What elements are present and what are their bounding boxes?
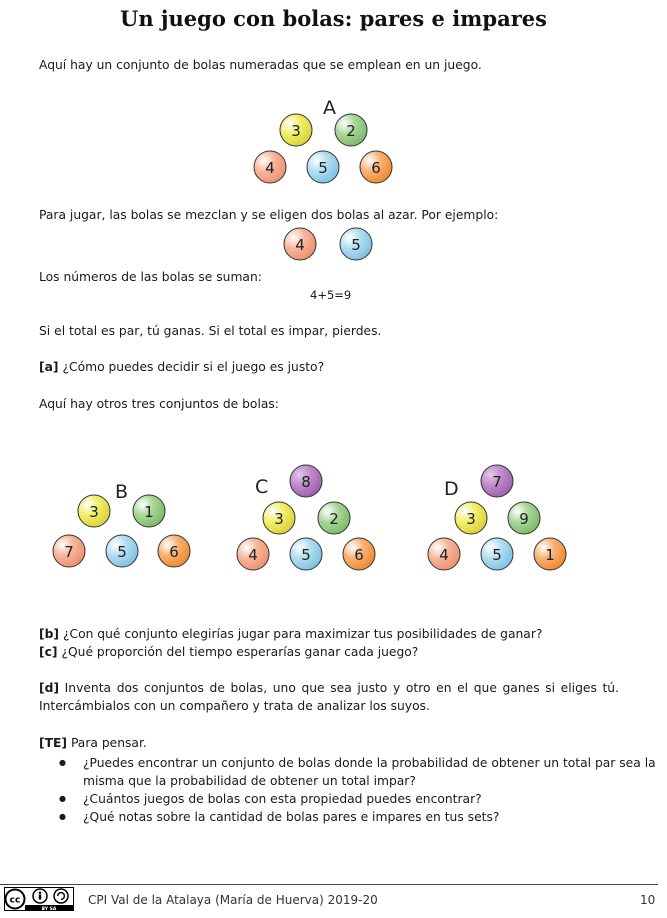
te-tag: [TE] [39, 736, 68, 750]
intro-text: Aquí hay un conjunto de bolas numeradas que se emplean en un juego. [39, 58, 482, 72]
question-tag: [a] [39, 360, 59, 374]
ball [254, 151, 286, 183]
ball [534, 538, 566, 570]
svg-text:2: 2 [329, 510, 339, 528]
ball [284, 228, 316, 260]
ball [106, 535, 138, 567]
te-heading [39, 734, 147, 752]
svg-text:4: 4 [295, 236, 305, 254]
ball [53, 535, 85, 567]
svg-text:5: 5 [117, 543, 127, 561]
svg-text:3: 3 [466, 510, 476, 528]
svg-text:4: 4 [248, 546, 258, 564]
svg-text:1: 1 [144, 503, 154, 521]
te-text: Para pensar. [67, 736, 147, 750]
question-text: Inventa dos conjuntos de bolas, uno que sea justo y otro en el que ganes si eliges tú. Intercámbialos con un compañero y trata de analizar los suyos. [39, 681, 619, 713]
example-balls [280, 225, 380, 265]
equation: 4+5=9 [310, 288, 352, 302]
question-a [39, 358, 324, 376]
svg-text:7: 7 [492, 473, 502, 491]
rule-text: Si el total es par, tú ganas. Si el total es impar, pierdes. [39, 324, 382, 338]
ball [307, 151, 339, 183]
svg-text:3: 3 [274, 510, 284, 528]
question-tag: [c] [39, 645, 58, 659]
ball [158, 535, 190, 567]
set-label-a: A [323, 97, 336, 119]
question-tag: [d] [39, 681, 60, 695]
svg-text:3: 3 [89, 503, 99, 521]
ball [481, 538, 513, 570]
ball-set-b [50, 478, 200, 578]
svg-text:8: 8 [301, 473, 311, 491]
svg-text:6: 6 [354, 546, 364, 564]
ball [133, 495, 165, 527]
set-label-b: B [115, 481, 129, 503]
license-text: BY SA [41, 907, 57, 911]
ball-set-c [233, 462, 383, 577]
svg-text:1: 1 [545, 546, 555, 564]
question-text: ¿Con qué conjunto elegirías jugar para maximizar tus posibilidades de ganar? [59, 627, 543, 641]
svg-text:5: 5 [301, 546, 311, 564]
ball [237, 538, 269, 570]
svg-text:5: 5 [492, 546, 502, 564]
svg-text:4: 4 [439, 546, 449, 564]
ball [290, 538, 322, 570]
question-text: ¿Cómo puedes decidir si el juego es justo? [58, 360, 325, 374]
ball [340, 228, 372, 260]
ball [508, 502, 540, 534]
ball-set-d [425, 462, 575, 577]
svg-text:9: 9 [519, 510, 529, 528]
footer-credit: CPI Val de la Atalaya (María de Huerva) 2019-20 [88, 893, 378, 907]
sum-text: Los números de las bolas se suman: [39, 270, 262, 284]
svg-text:6: 6 [371, 159, 381, 177]
list-item: ● ¿Puedes encontrar un conjunto de bolas donde la probabilidad de obtener un total par sea la misma que la probabilidad de obtener un total impar? [83, 754, 658, 790]
te-list [39, 754, 658, 826]
ball [455, 502, 487, 534]
list-item: ● ¿Cuántos juegos de bolas con esta propiedad puedes encontrar? [83, 790, 658, 808]
svg-text:6: 6 [169, 543, 179, 561]
page-title: Un juego con bolas: pares e impares [120, 6, 547, 31]
cc-license-icon [4, 887, 74, 911]
ball-set-a [250, 95, 400, 190]
ball [78, 495, 110, 527]
svg-text:7: 7 [64, 543, 74, 561]
ball [280, 114, 312, 146]
set-label-d: D [444, 478, 459, 500]
question-text: ¿Qué proporción del tiempo esperarías ganar cada juego? [57, 645, 419, 659]
question-tag: [b] [39, 627, 60, 641]
ball [318, 502, 350, 534]
svg-text:cc: cc [9, 895, 21, 906]
svg-text:5: 5 [318, 159, 328, 177]
ball [335, 114, 367, 146]
svg-text:4: 4 [265, 159, 275, 177]
play-text: Para jugar, las bolas se mezclan y se eligen dos bolas al azar. Por ejemplo: [39, 208, 499, 222]
set-label-c: C [255, 476, 269, 498]
question-c [39, 643, 418, 661]
svg-text:2: 2 [346, 122, 356, 140]
ball [343, 538, 375, 570]
list-item: ● ¿Qué notas sobre la cantidad de bolas pares e impares en tus sets? [83, 808, 658, 826]
page-number: 10 [640, 893, 656, 907]
svg-text:3: 3 [291, 122, 301, 140]
ball [428, 538, 460, 570]
question-d [39, 679, 619, 715]
footer-divider [0, 884, 658, 885]
ball [360, 151, 392, 183]
question-b [39, 625, 542, 643]
ball [290, 465, 322, 497]
ball [481, 465, 513, 497]
other-sets-text: Aquí hay otros tres conjuntos de bolas: [39, 397, 279, 411]
ball [263, 502, 295, 534]
svg-text:5: 5 [351, 236, 361, 254]
